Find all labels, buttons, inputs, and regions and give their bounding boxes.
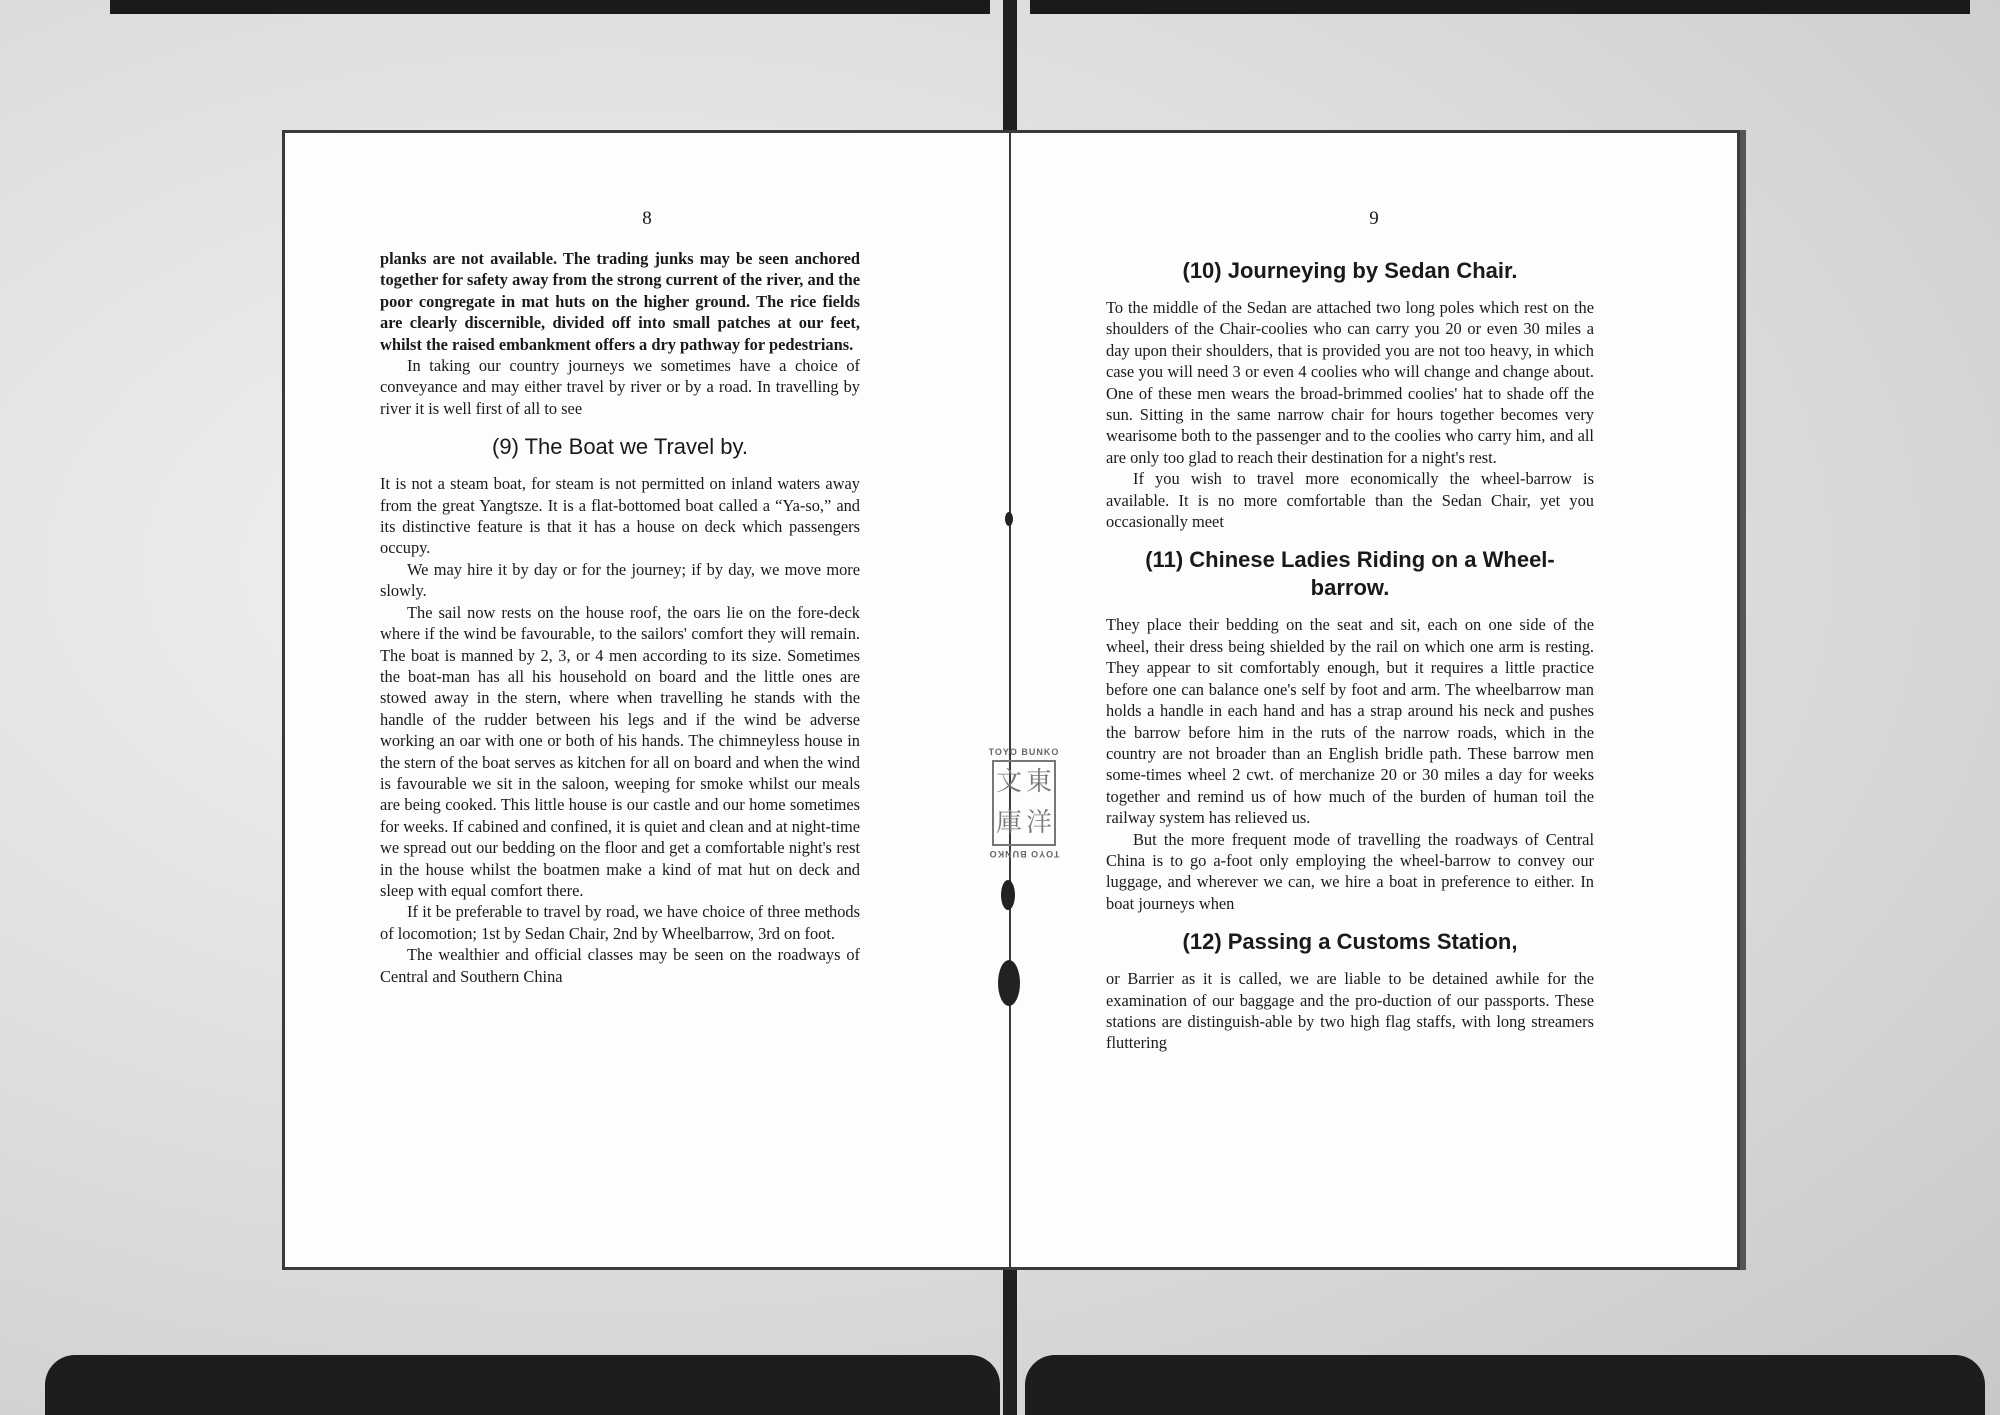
- paragraph: To the middle of the Sedan are attached two long poles which rest on the shoulders of the Chair-coolies who can carry you 20 or even 30 miles a day upon their shoulders, that is provided you are not too heavy, in which case you will need 3 or even 4 coolies who will change and change about. One of these men wears the broad-brimmed coolies' hat to shade off the sun. Sitting in the same narrow chair for hours together becomes very wearisome both to the passenger and to the coolies who carry him, and all are only too glad to reach their destination for a night's rest.: [1106, 298, 1594, 467]
- page-number: 9: [1369, 208, 1379, 229]
- seal-icon: [992, 760, 1056, 846]
- scan-edge-bottom-left: [45, 1355, 1000, 1415]
- paragraph: It is not a steam boat, for steam is not permitted on inland waters away from the great Yangtsze. It is a flat-bottomed boat called a “Ya-so,” and its distinctive feature is that it has a house on deck which passengers occupy.: [380, 474, 860, 558]
- paragraph: In taking our country journeys we sometimes have a choice of conveyance and may either travel by river or by a road. In travelling by river it is well first of all to see: [380, 356, 860, 418]
- paragraph: If you wish to travel more economically the wheel-barrow is available. It is no more comfortable than the Sedan Chair, yet you occasionally meet: [1106, 469, 1594, 532]
- right-page-text: [1106, 243, 1594, 1054]
- paragraph: If it be preferable to travel by road, we have choice of three methods of locomotion; 1st by Sedan Chair, 2nd by Wheelbarrow, 3rd on foot.: [380, 902, 860, 943]
- ink-smudge: [998, 960, 1020, 1006]
- library-seal-stamp: [985, 746, 1063, 866]
- seal-char: 庫: [995, 808, 1022, 838]
- ink-smudge: [1001, 880, 1015, 910]
- scan-edge-top-left: [110, 0, 990, 14]
- page-number: 8: [642, 208, 652, 229]
- paragraph: The sail now rests on the house roof, the oars lie on the fore-deck where if the wind be favourable, to the sailors' comfort they will remain. The boat is manned by 2, 3, or 4 men according to its size. Sometimes the boat-man has all his household on board and the little ones are stowed away in the stern, where when travelling he stands with the handle of the rudder between his legs and if the wind be adverse working an oar with one or both of his hands. The chimneyless house in the stern of the boat serves as kitchen for all on board and when the wind is favourable we sit in the saloon, weeping for smoke whilst our meals are being cooked. This little house is our castle and our home sometimes for weeks. If cabined and confined, it is quiet and clean and at night-time we spread out our bedding on the floor and get a comfortable night's rest in the house whilst the boatmen make a kind of mat hut on deck and sleep with equal comfort there.: [380, 602, 860, 900]
- paragraph: We may hire it by day or for the journey; if by day, we move more slowly.: [380, 559, 860, 601]
- paragraph: planks are not available. The trading junks may be seen anchored together for safety away from the strong current of the river, and the poor congregate in mat huts on the higher ground. The rice fields are clearly discernible, divided off into small patches at our feet, whilst the raised embankment offers a dry pathway for pedestrians.: [380, 249, 860, 354]
- stamp-label-top: TOYO BUNKO: [988, 747, 1060, 757]
- seal-char: 洋: [1025, 808, 1052, 838]
- ink-smudge: [1005, 512, 1013, 526]
- section-heading: (10) Journeying by Sedan Chair.: [1182, 258, 1518, 283]
- paragraph: They place their bedding on the seat and sit, each on one side of the wheel, their dress being shielded by the rail on which one arm is resting. They appear to sit comfortably enough, but it requires a little practice before one can balance one's self by foot and arm. The wheelbarrow man holds a handle in each hand and has a strap around his neck and pushes the barrow before him in the ruts of the narrow roads, which in the country are not broader than an English bridle path. These barrow men some-times wheel 2 cwt. of merchanize 20 or 30 miles a day for weeks together and remind us of how much of the burden of human toil the railway system has relieved us.: [1106, 615, 1594, 828]
- section-heading: (11) Chinese Ladies Riding on a Wheel-barrow.: [1145, 547, 1555, 601]
- paragraph: or Barrier as it is called, we are liable to be detained awhile for the examination of our baggage and the pro-duction of our passports. These stations are distinguish-able by two high flag staffs, with long streamers fluttering: [1106, 969, 1594, 1053]
- section-heading: (12) Passing a Customs Station,: [1182, 929, 1518, 955]
- left-page: [282, 130, 1010, 1270]
- left-page-text: [380, 248, 860, 987]
- paragraph: But the more frequent mode of travelling the roadways of Central China is to go a-foot only employing the wheel-barrow to convey our luggage, and wherever we can, we hire a boat in preference to either. In boat journeys when: [1106, 829, 1594, 913]
- scan-edge-top-right: [1030, 0, 1970, 14]
- stamp-label-bottom: TOYO BUNKO: [988, 849, 1060, 859]
- seal-char: 東: [1025, 767, 1052, 797]
- right-page: [1010, 130, 1740, 1270]
- seal-char: 文: [995, 767, 1022, 797]
- section-heading: (9) The Boat we Travel by.: [492, 434, 748, 460]
- scan-edge-bottom-right: [1025, 1355, 1985, 1415]
- paragraph: The wealthier and official classes may be seen on the roadways of Central and Southern China: [380, 945, 860, 986]
